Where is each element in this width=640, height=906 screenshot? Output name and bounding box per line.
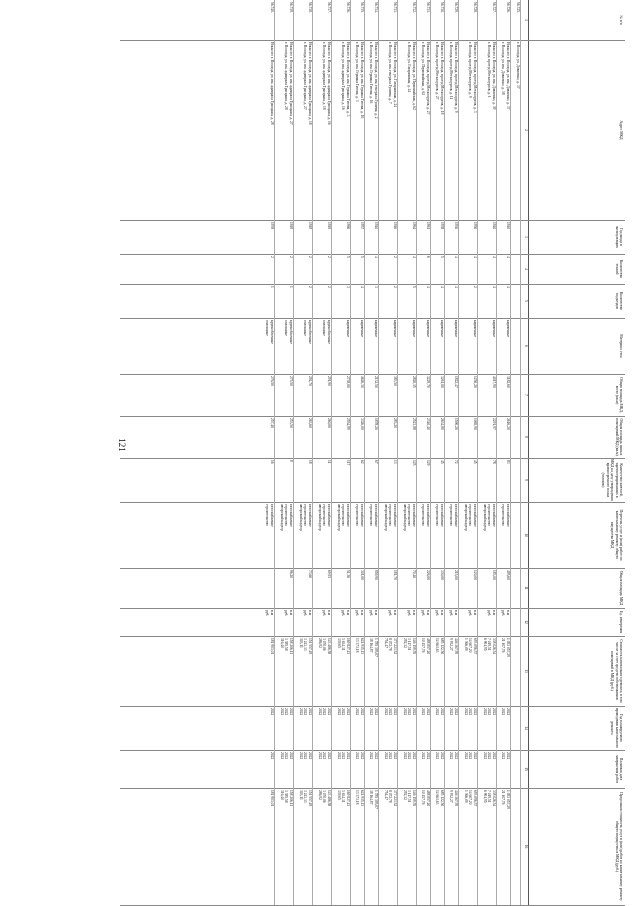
cell-s: 276,50 <box>270 376 274 386</box>
cell-year: 1939 <box>270 222 274 230</box>
cell-fl: 4 <box>473 256 477 258</box>
cell-cost: 146 159,55 3 117,51 292,32 <box>402 638 416 655</box>
cell-unit: п.м руб. <box>449 610 458 617</box>
cell-n: 56.738. <box>308 2 312 13</box>
cell-sl: 3326,00 <box>360 418 364 430</box>
cell-lim: 181 903,01 <box>270 790 274 807</box>
cell-mat: кирпичные <box>473 320 477 338</box>
cell-sl: 263,60 <box>308 418 312 428</box>
cell-en: 2 <box>327 286 331 288</box>
column-number: 3 <box>524 236 528 238</box>
header-cell: Материал стен <box>619 334 623 358</box>
cell-fl: 4 <box>412 256 416 258</box>
column-number: 16 <box>524 844 528 849</box>
cell-z: 16 <box>270 460 274 464</box>
cell-y2: 2022 2022 <box>355 752 364 760</box>
header-cell: Количество жителей, зарегистрированных в МКД на дату утверждения краткосрочного плана (человек) <box>601 459 623 501</box>
cell-y2: 2022 2022 <box>501 752 510 760</box>
cell-work: газоснабжение строительство авторский надзор <box>336 504 350 531</box>
cell-cost: 488 857,20 10 457,76 <box>421 638 430 655</box>
cell-unit: п.м руб. <box>284 610 293 617</box>
cell-z: 62 <box>360 460 364 464</box>
cell-n: 56.731. <box>426 2 430 13</box>
cell-z: 67 <box>374 460 378 464</box>
cell-s: 383,50 <box>393 376 397 386</box>
cell-lim: 169 827,43 3 634,31 339,65 <box>336 790 350 807</box>
row-divider <box>520 0 521 905</box>
cell-s: 3229,70 <box>426 376 430 388</box>
row-divider <box>350 0 351 905</box>
cell-mat: кирпичные <box>412 320 416 338</box>
cell-en: 4 <box>506 286 510 288</box>
cell-work: газоснабжение строительство <box>449 504 458 527</box>
cell-unit: п.м руб. <box>421 610 430 617</box>
cell-area: 226,00 <box>426 570 430 580</box>
cell-unit: п.м руб. <box>341 610 350 617</box>
cell-n: 56.734. <box>374 2 378 13</box>
cell-year: 1949 <box>308 222 312 230</box>
cell-n: 56.725. <box>516 2 520 13</box>
cell-lim: 158 206,11 3 385,58 316,40 <box>279 790 293 807</box>
cell-addr: Ноько по г. Вологда, ул. Гагаринская, д. 24 г. Вологда, ул. им. генерала Гуляева, д. 7 <box>388 42 397 108</box>
cell-addr: Ноько по г. Вологда, ул. им. Довженко, д. 37 г. Вологда, ул. им. Довженко, д. 38 <box>501 42 510 110</box>
cell-cost: 169 827,43 3 634,31 339,65 <box>336 638 350 655</box>
cell-n: 56.733. <box>393 2 397 13</box>
cell-addr: Ноько по г. Вологда, ул. им. Германа Титова, д. 16 г. Вологда, ул. им. Германа Титова, д. 3 <box>355 42 364 119</box>
column-number: 4 <box>524 268 528 270</box>
cell-y2: 2022 2022 <box>435 752 444 760</box>
cell-lim: 446 367,95 9 932,27 <box>449 790 458 807</box>
cell-mat: кирпичные <box>374 320 378 338</box>
cell-y2: 2022 2022 <box>449 752 458 760</box>
cell-y2: 2022 2022 2022 <box>383 752 397 760</box>
cell-area: 301,00 <box>360 570 364 580</box>
column-number: 15 <box>524 767 528 771</box>
header-cell: Общая площадь МКД <box>619 570 623 606</box>
cell-fl: 2 <box>289 256 293 258</box>
cell-n: 56.739. <box>289 2 293 13</box>
cell-en: 4 <box>426 286 430 288</box>
cell-addr: Ноько по г. Вологда, ул. им. адмирала Трясцына, д. 28 <box>270 42 274 125</box>
cell-sl: 2554,99 <box>346 418 350 430</box>
cell-addr: Ноько по г. Вологда, ул. им. генерала Гуляева, д. 2 г. Вологда, ул. им. Германа Титова, д. 16 <box>369 42 378 119</box>
cell-work: газоснабжение строительство <box>355 504 364 527</box>
row-divider <box>312 0 313 905</box>
cell-sl: 2340,40 <box>426 418 430 430</box>
cell-unit: п.м руб. <box>468 610 477 617</box>
cell-area: 69,93 <box>327 570 331 579</box>
cell-year: 1957 <box>360 222 364 230</box>
row-divider <box>293 0 294 905</box>
cell-y2: 2022 2022 <box>421 752 430 760</box>
cell-n: 56.730. <box>440 2 444 13</box>
cell-cost: 151 557,49 3 243,33 303,11 <box>298 638 312 655</box>
cell-s: 3182,60 <box>506 376 510 388</box>
header-cell: Ед. измерения <box>619 610 623 634</box>
capital-repair-table <box>120 0 625 905</box>
row-divider <box>397 0 398 905</box>
cell-cost: 158 206,11 3 385,58 316,40 <box>279 638 293 655</box>
cell-fl: 2 <box>393 256 397 258</box>
cell-z: 11 <box>327 460 331 464</box>
cell-mat: кирпичные <box>360 320 364 338</box>
cell-lim: 1 053 057,29 21 107,76 <box>501 790 510 809</box>
header-cell: Перечень услуг и (или) работ по капитальному ремонту общего имущества МКД <box>610 509 623 561</box>
cell-mat: крупноблочные сплошные <box>284 320 293 344</box>
cell-year: 1960 <box>346 222 350 230</box>
cell-year: 1938 <box>440 222 444 230</box>
cell-y1: 2022 2022 2022 <box>402 708 416 716</box>
cell-work: газоснабжение строительство <box>265 504 274 527</box>
cell-z: 129 <box>426 460 430 466</box>
cell-cost: 338 026,54 7 019,51 6 961,95 <box>482 638 496 655</box>
cell-cost: 446 367,95 9 932,27 <box>449 638 458 655</box>
cell-work: газоснабжение строительство <box>421 504 430 527</box>
cell-work: газоснабжение строительство авторский надзор <box>482 504 496 531</box>
header-cell: Год ввода в эксплуатацию <box>614 225 623 249</box>
cell-addr: Ноько по г. Вологда, ул. им. Германа Титова, д. 3 г. Вологда, ул. им. адмирала Трясцына, д. 16 <box>341 42 350 117</box>
cell-y1: 2022 2022 2022 <box>317 708 331 716</box>
cell-fl: 4 <box>492 256 496 258</box>
cell-lim: 143 486,58 3 070,06 286,92 <box>317 790 331 807</box>
cell-y1: 2022 2022 2022 <box>463 708 477 716</box>
cell-y1: 2022 2022 <box>501 708 510 716</box>
cell-y1: 2022 2022 2022 <box>279 708 293 716</box>
row-divider <box>331 0 332 905</box>
cell-en: 3 <box>346 286 350 288</box>
header-cell: Количество этажей <box>614 259 623 279</box>
cell-mat: крупноблочные сплошные <box>303 320 312 344</box>
cell-fl: 2 <box>270 256 274 258</box>
row-divider <box>416 0 417 905</box>
cell-mat: кирпичные <box>506 320 510 338</box>
cell-unit: п.м руб. <box>322 610 331 617</box>
cell-area: 859,90 <box>374 570 378 580</box>
cell-y2: 2022 2022 2022 <box>279 752 293 760</box>
cell-fl: 5 <box>346 256 350 258</box>
cell-lim: 685 122,50 14 661,63 <box>435 790 444 807</box>
cell-work: газоснабжение строительство авторский надзор <box>298 504 312 531</box>
cell-mat: кирпичные <box>440 320 444 338</box>
row-divider <box>496 0 497 905</box>
cell-s: 1250,20 <box>473 376 477 388</box>
cell-z: 78 <box>492 460 496 464</box>
cell-area: 330,00 <box>440 570 444 580</box>
cell-mat: кирпичные <box>492 320 496 338</box>
cell-addr: Ноько по г. Вологда, проезд Металлургов, д. 3 г. Вологда, проезд Металлургов, д. 9 <box>468 42 477 113</box>
cell-mat: кирпичные <box>426 320 430 338</box>
cell-en: 2 <box>473 286 477 288</box>
cell-unit: п.м руб. <box>303 610 312 617</box>
cell-sl: 1878,20 <box>374 418 378 430</box>
cell-y2: 2022 2022 2022 <box>336 752 350 760</box>
cell-year: 1940 <box>492 222 496 230</box>
cell-z: 72 <box>454 460 458 464</box>
cell-lim: 151 557,49 3 243,33 303,11 <box>298 790 312 807</box>
column-number: 5 <box>524 300 528 302</box>
cell-y1: 2022 2022 <box>421 708 430 716</box>
cell-mat: крупноблочные сплошные <box>265 320 274 344</box>
cell-fl: 2 <box>327 256 331 258</box>
cell-y2: 2022 <box>270 752 274 760</box>
cell-en: 2 <box>393 286 397 288</box>
header-cell: Плановая дата завершения работ <box>614 754 623 784</box>
cell-en: 1 <box>289 286 293 288</box>
column-number: 10 <box>524 533 528 537</box>
cell-work: газоснабжение строительство авторский надзор <box>317 504 331 531</box>
cell-work: газоснабжение строительство авторский надзор <box>279 504 293 531</box>
cell-year: 1949 <box>327 222 331 230</box>
cell-lim: 488 857,20 10 457,76 <box>421 790 430 807</box>
cell-cost: 1 785 395,87 38 164,87 <box>369 638 378 657</box>
cell-fl: 5 <box>360 256 364 258</box>
cell-cost: 685 122,50 14 661,63 <box>435 638 444 655</box>
cell-lim: 146 159,55 3 117,51 292,32 <box>402 790 416 807</box>
cell-year: 1964 <box>412 222 416 230</box>
cell-work: газоснабжение строительство <box>369 504 378 527</box>
cell-sl: 257,40 <box>270 418 274 428</box>
cell-year: 1961 <box>426 222 430 230</box>
cell-sl: 2634,80 <box>440 418 444 430</box>
row-divider <box>510 0 511 905</box>
row-divider <box>458 0 459 905</box>
cell-en: 2 <box>308 286 312 288</box>
column-number: 8 <box>524 436 528 438</box>
row-divider <box>430 0 431 905</box>
cell-unit: п.м руб. <box>369 610 378 617</box>
rotated-table <box>120 0 625 905</box>
cell-area: 495,60 <box>506 570 510 580</box>
cell-z: 117 <box>346 460 350 466</box>
cell-n: 56.729. <box>454 2 458 13</box>
cell-mat: крупноблочные сплошные <box>322 320 331 344</box>
cell-y1: 2022 2022 2022 <box>336 708 350 716</box>
cell-fl: 5 <box>440 256 444 258</box>
cell-work: газоснабжение строительство авторский надзор <box>402 504 416 531</box>
cell-unit: п.м руб. <box>355 610 364 617</box>
cell-sl: 1590,20 <box>454 418 458 430</box>
cell-area: 70,40 <box>412 570 416 579</box>
cell-y1: 2022 2022 <box>449 708 458 716</box>
cell-year: 1946 <box>393 222 397 230</box>
cell-s: 2132,50 <box>374 376 378 388</box>
cell-mat: кирпичные <box>393 320 397 338</box>
cell-s: 291,90 <box>327 376 331 386</box>
cell-en: 5 <box>412 286 416 288</box>
cell-lim: 338 026,54 7 019,51 6 961,95 <box>482 790 496 807</box>
row-divider <box>477 0 478 905</box>
cell-n: 56.732. <box>412 2 416 13</box>
cell-area: 96,20 <box>289 570 293 579</box>
row-divider <box>364 0 365 905</box>
cell-s: 1822,47 <box>454 376 458 388</box>
cell-area: 215,00 <box>454 570 458 580</box>
cell-sl: 1065,90 <box>473 418 477 430</box>
cell-y2: 2022 2022 2022 <box>463 752 477 760</box>
cell-cost: 1 053 057,29 21 107,76 <box>501 638 510 657</box>
cell-work: газоснабжение строительство <box>435 504 444 527</box>
cell-z: 18 <box>308 460 312 464</box>
column-number: 2 <box>524 129 528 131</box>
cell-lim: 693 096,57 14 607,20 1 366,09 <box>463 790 477 807</box>
cell-sl: 2523,88 <box>412 418 416 430</box>
cell-fl: 4 <box>374 256 378 258</box>
cell-en: 4 <box>454 286 458 288</box>
cell-cost: 181 903,01 <box>270 638 274 655</box>
cell-lim: 624 915,13 13 373,18 <box>355 790 364 807</box>
cell-unit: п.м руб. <box>435 610 444 617</box>
cell-addr: Ноько по г. Вологда, ул. им. адмирала Трясцына, д. 27 г. Вологда, ул. им. адмирала Трясцына, д. 28 <box>284 42 293 125</box>
cell-addr: Ноько по г. Вологда, проезд Металлургов, д. 27 г. Вологда, ул. Первомайская, д. 62 <box>421 42 430 115</box>
cell-n: 56.736. <box>346 2 350 13</box>
cell-addr: Ноько по г. Вологда, проезд Металлургов, д. 18 г. Вологда, проезд Металлургов, д. 27 <box>435 42 444 115</box>
cell-z: 45 <box>473 460 477 464</box>
cell-addr: Ноько по г. Вологда, ул. Первомайская, д. 62 г. Вологда, ул. Гагаринская, д. 24 <box>407 42 416 110</box>
cell-area: 183,00 <box>492 570 496 580</box>
cell-sl: 283,20 <box>393 418 397 428</box>
cell-y1: 2022 2022 2022 <box>298 708 312 716</box>
cell-work: газоснабжение строительство авторский надзор <box>383 504 397 531</box>
cell-unit: п.м руб. <box>487 610 496 617</box>
cell-cost: 377 223,52 8 072,78 754,47 <box>383 638 397 655</box>
cell-mat: кирпичные <box>346 320 350 338</box>
cell-sl: 2616,20 <box>506 418 510 430</box>
cell-z: 8 <box>289 460 293 462</box>
cell-z: 125 <box>412 460 416 466</box>
cell-y2: 2022 2022 2022 <box>402 752 416 760</box>
cell-n: 56.737. <box>327 2 331 13</box>
cell-y1: 2022 2022 <box>369 708 378 716</box>
cell-year: 1930 <box>454 222 458 230</box>
header-cell: Общая площадь жилых помещений МКД (кв.м) <box>614 418 623 456</box>
cell-area: 120,00 <box>473 570 477 580</box>
cell-mat: кирпичные <box>454 320 458 338</box>
cell-unit: п.м руб. <box>501 610 510 617</box>
cell-s: 2820,15 <box>412 376 416 388</box>
column-number: 1 <box>524 19 528 21</box>
cell-unit: п.м руб. <box>407 610 416 617</box>
cell-cost: 624 915,13 13 373,18 <box>355 638 364 655</box>
cell-year: 1940 <box>506 222 510 230</box>
cell-y1: 2022 2022 2022 <box>383 708 397 716</box>
cell-n: 56.726. <box>506 2 510 13</box>
cell-area: 51,36 <box>346 570 350 579</box>
column-number: 7 <box>524 394 528 396</box>
cell-en: 1 <box>270 286 274 288</box>
cell-y2: 2022 2022 2022 <box>298 752 312 760</box>
cell-area: 181,70 <box>393 570 397 580</box>
column-number: 14 <box>524 726 528 730</box>
cell-en: 4 <box>492 286 496 288</box>
column-number: 11 <box>524 586 528 590</box>
cell-area: 73,60 <box>308 570 312 579</box>
row-divider <box>444 0 445 905</box>
cell-y2: 2022 2022 <box>369 752 378 760</box>
cell-s: 2738,00 <box>346 376 350 388</box>
cell-unit: п.м руб. <box>388 610 397 617</box>
header-cell: Количество подъездов <box>614 291 623 311</box>
cell-lim: 1 785 395,87 38 164,87 <box>369 790 378 809</box>
cell-lim: 377 223,52 8 072,78 754,47 <box>383 790 397 807</box>
cell-s: 3261,00 <box>440 376 444 388</box>
cell-sl: 253,50 <box>289 418 293 428</box>
header-cell: Предельная стоимость услуг и (или) работ по капитальному ремонту общего имущества в МКД (руб.) <box>614 792 623 901</box>
cell-en: 4 <box>440 286 444 288</box>
header-cell: Год планируемого проведения капитального ремонта <box>610 707 623 749</box>
cell-year: 1949 <box>289 222 293 230</box>
column-number: 13 <box>524 669 528 673</box>
cell-n: 56.740. <box>270 2 274 13</box>
cell-z: 13 <box>393 460 397 464</box>
header-cell: Стоимость капитального ремонта, в том числе за счет средств собственников помещений в МКД (руб.) <box>610 639 623 703</box>
cell-z: 83 <box>506 460 510 464</box>
cell-year: 1940 <box>374 222 378 230</box>
cell-addr: Ноько по г. Вологда, ул. им. Довженко, д. 39 г. Вологда, проезд Металлургов, д. 1 <box>487 42 496 110</box>
cell-addr: Ноько по г. Вологда, проезд Металлургов, д. 9 г. Вологда, проезд Металлургов, д. 11 <box>449 42 458 113</box>
header-cell: Общая площадь МКД, всего (кв.м) <box>614 377 623 413</box>
header-cell: № п/п <box>619 15 623 25</box>
cell-sl: 2291,97 <box>492 418 496 430</box>
cell-s: 294,70 <box>308 376 312 386</box>
cell-addr: г. Вологда, ул. Довженко, д. 37 <box>516 42 520 89</box>
cell-n: 56.728. <box>473 2 477 13</box>
cell-s: 4017,90 <box>492 376 496 388</box>
row-divider <box>274 0 275 905</box>
cell-fl: 6 <box>426 256 430 258</box>
column-number: 6 <box>524 345 528 347</box>
cell-fl: 2 <box>308 256 312 258</box>
cell-y1: 2022 <box>270 708 274 716</box>
cell-en: 4 <box>360 286 364 288</box>
cell-y1: 2022 2022 2022 <box>482 708 496 716</box>
cell-y1: 2022 2022 <box>435 708 444 716</box>
cell-y2: 2022 2022 2022 <box>482 752 496 760</box>
cell-cost: 143 486,58 3 070,06 286,92 <box>317 638 331 655</box>
cell-addr: Ноько по г. Вологда, ул. им. адмирала Трясцына, д. 18 г. Вологда, ул. им. адмирала Трясцына, д. 27 <box>303 42 312 125</box>
cell-fl: 4 <box>454 256 458 258</box>
cell-y2: 2022 2022 2022 <box>317 752 331 760</box>
cell-year: 1950 <box>473 222 477 230</box>
column-number: 12 <box>524 620 528 624</box>
row-divider <box>378 0 379 905</box>
cell-unit: п.м руб. <box>265 610 274 617</box>
cell-work: газоснабжение строительство авторский надзор <box>463 504 477 531</box>
column-number: 9 <box>524 479 528 481</box>
cell-z: 45 <box>440 460 444 464</box>
cell-n: 56.727. <box>492 2 496 13</box>
cell-fl: 4 <box>506 256 510 258</box>
page-number: 121 <box>117 438 127 452</box>
cell-n: 56.735. <box>360 2 364 13</box>
header-cell: Адрес МКД <box>619 120 623 140</box>
cell-sl: 260,00 <box>327 418 331 428</box>
cell-cost: 693 096,57 14 607,20 1 366,09 <box>463 638 477 655</box>
cell-en: 3 <box>374 286 378 288</box>
cell-y1: 2022 2022 <box>355 708 364 716</box>
cell-s: 4626,30 <box>360 376 364 388</box>
cell-work: газоснабжение строительство <box>501 504 510 527</box>
cell-addr: Ноько по г. Вологда, ул. им. адмирала Трясцына, д. 16 г. Вологда, ул. им. адмирала Трясцына, д. 18 <box>322 42 331 125</box>
cell-s: 275,50 <box>289 376 293 386</box>
